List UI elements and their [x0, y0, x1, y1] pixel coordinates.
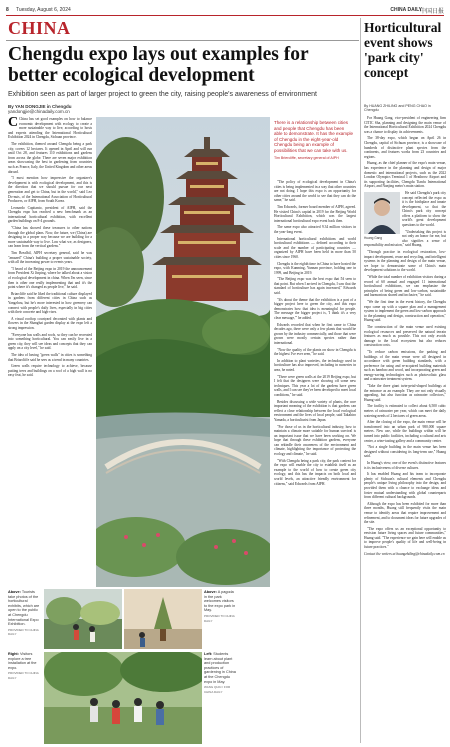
article-paragraph: "We the first time in the event history, the Chengdu expo came up with a square plan and a management system to implement the green and low-carbon approach to the planning and design, construction and operation," Huang said.	[364, 299, 446, 323]
photo-caption-1: Above: Tourists take photos of the horticultural exhibits, which are open to the public at Chengdu International Expo Exhibition. PROVIDED TO CHINA DAILY	[8, 590, 40, 637]
article-paragraph: "To reduce carbon emissions, the parking and buildings of the main venue were all designed in accordance with green building standards, with a preference for using and re-acquired building materials such as bamboo and wood, and incorporating green and energy-saving technologies such as photovoltaic glass and a rainwater treatment system.	[364, 349, 446, 382]
article-byline	[8, 104, 72, 114]
pull-quote-text: There is a relationship between cities and people that Chengdu has been able to demonstrate. It has the example of Chengdu in the eight-year-old Chengdu being an example of possibilities that we can take with us.	[274, 120, 354, 153]
article-paragraph: International horticultural exhibitions and world horticultural exhibitions — defined according to their scale and the number of participating countries — organized by AIPH have been held in more than 50 cities since 1960.	[274, 236, 356, 259]
article-paragraph: Although the expo has been exhibited for more than three months, Huang still frequently visits the main venue to identify areas that require improvement and refinement, and to document ideas for future upgrades of the site.	[364, 501, 446, 525]
photo-tourists	[44, 589, 122, 649]
drop-cap: C	[8, 117, 19, 130]
article-paragraph: After the closing of the expo, the main venue will be transformed into an urban park of 980,000 square meters. New use, while the buildings within will be turned into public facilities, including a cultural and arts center, a wine-tasting gallery and a community center.	[364, 420, 446, 443]
sidebar-divider	[360, 18, 361, 743]
masthead	[6, 5, 444, 15]
brand-name: CHINA DAILY	[390, 7, 422, 13]
portrait-photo	[364, 192, 400, 234]
article-paragraph: The same expo also attracted 9.34 million visitors in the year-long event.	[274, 225, 356, 234]
byline-email: yandongjie@chinadaily.com.cn	[8, 109, 70, 114]
tree-installation-photo	[124, 589, 202, 649]
article-paragraph: "Undertaking this project is not only an honor for me, but also signifies a sense of responsibility and mission," said Huang.	[364, 229, 446, 248]
sidebar-byline: By HUANG ZHILING and PENG CHAO in Chengdu	[364, 104, 431, 112]
article-paragraph: Tim Brealbil, AIPH secretary general, said he was "amazed" China's building a proper sustainable society, with all the increasing power to events years.	[8, 251, 92, 265]
article-paragraph: Edwards recorded that when he first came to China decades ago, there were only a few plants that would be grown by the industry commercially, and those that were grown were mostly certain species rather than international.	[274, 322, 356, 345]
photo-tree-installation	[124, 589, 202, 649]
portrait-caption: Huang Gang	[364, 235, 383, 240]
article-paragraph: The construction of the main venue used existing ecological resources and preserved the natural terrain features as much as possible. This not only avoids damage to the local ecosystem but also reduces construction costs.	[364, 324, 446, 348]
section-title: CHINA	[8, 18, 71, 38]
article-paragraph: "The policy of ecological development in China's cities is being implemented in a way that other countries are not doing. I hope this expo is an opportunity for other cities around the world to see that they can do the same," he said.	[274, 180, 356, 203]
photo-caption-4: Left: Students learn about plant and production practices of gardening in China at the Chengdu expo in May. WANG QIAN / FOR CHINA DAILY	[204, 652, 236, 694]
article-paragraph: The facility is estimated to collect about 6,500 cubic meters of rainwater per year, which can meet the daily watering needs of 2 hectares of green areas.	[364, 404, 446, 418]
article-paragraph: In addition to plant varieties, the technology used in horticulture has also improved, including in nurseries in area, he noted.	[274, 358, 356, 372]
article-paragraph: "With Chengdu being a park city, the park content for the expo will enable the city to establish itself as an example to the world of how to create green city ecology, and this has the impacts on both local and world levels, an attractive friendly environment for citizens," said Edwards from AIPH.	[274, 458, 356, 486]
article-column-2	[274, 180, 356, 585]
article-paragraph: "Now the quality of the plants on show in Chengdu is the highest I've ever seen," he said.	[274, 347, 356, 357]
byline-author: By YAN DONGJIE in Chengdu	[8, 104, 72, 109]
article-paragraph: "Everyone has walls and roofs, so they can be recreated into something horticultural. You can easily live in a green city, they will see ideas and concepts that they can apply on a city level," he said.	[8, 332, 92, 351]
article-paragraph: Green walls require technology to achieve, because putting trees and buildings on a roof of a high wall is no easy feat, he said.	[8, 364, 92, 378]
article-paragraph: "There were green walls at the 2019 Beijing expo, but I felt that the designers were showing off some new techniques. This year a lot of the gardens have green walls, and I can see they've been developed to meet local conditions," he said.	[274, 374, 356, 397]
article-paragraph: "I most mention how impressive the organizer's development is with ecological development, and this is the direction that we should pursue for our next generation and get to China, but in the world," said Leo Do-nuts, of the International Association of Horticultural Producers, or AIPH, from South Korea.	[8, 176, 92, 204]
pull-quote-speaker: Tim Briercliffe, secretary general of AIPH	[274, 155, 339, 160]
article-paragraph: The exhibition, themed around Chengdu being a park city, covers 12 hectares. It opened in April and will run until Oct 28, and features 110 exhibitions and gardens from across the globe. There are seven major exhibition areas showcasing the best in gardening from countries such as France, Italy, the United Kingdom and other areas abroad.	[8, 141, 92, 174]
article-paragraph: "For those of us in the horticultural industry, how to maintain a climate more suitable for human survival is an important issue that we have been working on. We hope that through these exhibition gardens, everyone can rekindle their awareness of the environment and climate, highlighting the importance of protecting the ecology and climate," he said.	[274, 424, 356, 457]
sidebar-contact: Contact the writers at huangzhiling@chinadaily.com.cn	[364, 551, 445, 556]
article-paragraph: Briarcliffe said he liked the traditional culture displayed in gardens from different cities in China such as Yangzhou, but he's more interested in how greenery can connect with people's daily lives, especially in big cities with their concrete and high-rises.	[8, 291, 92, 315]
article-headline: Chengdu expo lays out examples for better ecological development	[8, 44, 309, 86]
photo-caption-2: Above: A pagoda in the park welcomes visitors to the expo park in May. PROVIDED TO CHINA DAILY	[204, 590, 236, 623]
article-paragraph: Tim Edwards, former board member of AIPH, agreed. He visited China's capital in 2019 for the Beijing World Horticultural Exhibition, which was the largest international horticultural expo event back then.	[274, 204, 356, 223]
article-paragraph: Huang, as the chief planner of the expo's main venue, has experience in the planning and design of major domestic and international projects, such as the 2022 London Olympics Terminal 1 of Heathrow Airport and its supporting facilities, Chengdu Tianfu International Airport, and Nanjing metro's main station.	[364, 161, 446, 189]
page-number: 8	[6, 7, 9, 13]
sidebar-column	[364, 116, 446, 742]
photo-students	[44, 652, 202, 744]
tourists-photo	[44, 589, 122, 649]
article-paragraph: "Through practice in ecological restoration, low-impact development, reuse and recycling, and intelligent systems in the planning and design of the main venue, we hope to demonstrate some of China's main development solutions to the world.	[364, 250, 446, 273]
article-paragraph: "The expo offers us an exceptional opportunity to envision future living spaces and future communities," Huang said. "The experience we gain here will enable us to improve people's quality of life and well-being in future practices."	[364, 526, 446, 550]
photo-caption-3: Right: Visitors explore a tree installation at the expo. PROVIDED TO CHINA DAILY	[8, 652, 39, 680]
article-paragraph: The 38-day expo, which began on April 26 in Chengdu, capital of Sichuan province, is a showcase of hundreds of distinctive plant species from the continents, and features works from 23 countries and regions.	[364, 136, 446, 159]
article-paragraph: For Huang Gang, vice-president of engineering firm CITIC Sha, planning and designing the main venue of the International Horticultural Exhibition 2024 Chengdu was a chance to display its achievements.	[364, 116, 446, 134]
pagoda-illustration	[96, 117, 270, 587]
brand-name-chinese: 中国日报	[419, 9, 444, 15]
article-paragraph: Besides discussing a wide variety of plants, the core important meaning of the exhibition is that gardens can reflect a close relationship between the local ecological environment and the lives of local people, said Takahiro Yamada, a horticulturist from Japan.	[274, 399, 356, 422]
article-paragraph: It has enabled Huang and his team to incorporate plenty of Sichuan's cultural elements and Chengdu people's unique living philosophy into the design, and provided them with a chance to exchange ideas and foster mutual understanding with global counterparts from different cultural backgrounds.	[364, 472, 446, 500]
photo-pagoda-expo	[96, 117, 270, 587]
students-photo	[44, 652, 202, 744]
article-paragraph: "China has showed these treasures to other nations through the global plans. Now, the future, we (China) are designing in a proper way because we are building for a more sustainable way to live. Law what we, as designers, can learn from the vertical gardens."	[8, 226, 92, 249]
article-paragraph: "It's about the theme that the exhibition is a part of a bigger project here to green the city, and this expo demonstrates how that idea is meaningful for people. The message the bigger project is, 'I think it's a very clear message,'" he added.	[274, 297, 356, 321]
article-paragraph: Chengdu is the eighth time in China to have hosted the expo, with Kunming, Yunnan province, holding one in 1999, and Beijing in 2019.	[274, 261, 356, 275]
article-paragraph: "Take the three giant twin-petal-shaped buildings at the entrance as an example. They are not only visually appealing, but also function as rainwater collectors," Huang said.	[364, 384, 446, 402]
sidebar-headline: Horticultural event shows 'park city' concept	[364, 20, 442, 80]
article-paragraph: A visual rooftop courtyard decorated with plants and flowers in the Shanghai garden display at the expo left a strong impression.	[8, 316, 92, 330]
article-paragraph: "The Beijing expo was the best expo that I'd seen to that point. But when I arrived in Chengdu, I saw that the standard of horticulture has again increased," Edwards said.	[274, 277, 356, 296]
pull-quote	[274, 120, 354, 161]
article-paragraph: "Not a single building in the main venue has been designed without considering its long-term use," Huang said.	[364, 445, 446, 459]
article-column-1	[8, 117, 92, 585]
article-paragraph: Leonardo Capitanio, president of AIPH, said the Chengdu expo has reached a new benchmark as an international horticultural exhibition, with excellent garden buildings on 8-4 grounds.	[8, 205, 92, 224]
article-paragraph: In Huang's view, one of the event's distinctive features is its inclusiveness of diverse cultures.	[364, 460, 446, 470]
masthead-rule	[6, 15, 444, 16]
section-rule	[6, 40, 359, 41]
article-paragraph: "While the total number of exhibition visitors during a record of 60 annual and engaged 11 international horticultural exhibitions, we can emphasize the principles of being green and low-carbon, sustainable and harmonious shared and inclusive," he said.	[364, 275, 446, 298]
article-subhead: Exhibition seen as part of larger project to green the city, raising people's awareness of environment	[8, 91, 317, 98]
article-paragraph: "I heard of the Beijing expo in 2019 the announcement from President Xi Jinping, where he talked about a vision of ecological development in china. When I'm seen, since then is other one really implementing that and it's the point where it's changed as people live," he said.	[8, 266, 92, 290]
article-paragraph: He said Chengdu's park city concept reflected the expo as it is the birthplace and innate development, so that the China's park city concept offers a platform to show the world's great development questions to the world.	[402, 190, 446, 228]
article-paragraph: C China has set good examples on how to balance economic development with ecology to create a more sustainable way to live, according to hosts and experts attending the International Horticultural Exhibition 2024 in Chengdu, Sichuan province.	[8, 117, 92, 140]
issue-date: Tuesday, August 6, 2024	[16, 7, 71, 13]
article-paragraph: The idea of having "green walls" in cities is something that Briarcliffe said he sees as a trend in many countries.	[8, 352, 92, 362]
portrait-huang-gang	[364, 192, 400, 240]
